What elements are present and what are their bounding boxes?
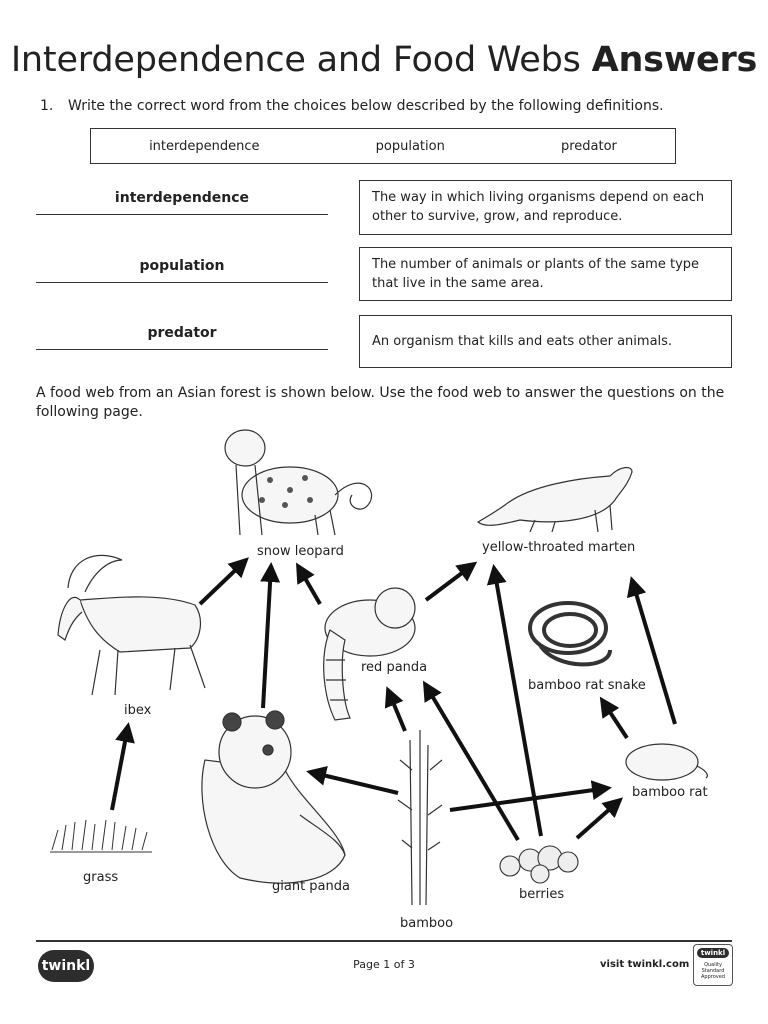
- arrow-berries-to-bamboo-rat: [577, 800, 620, 838]
- definition-box-2: The number of animals or plants of the same type that live in the same area.: [359, 247, 732, 301]
- giant-panda-icon: [202, 711, 345, 883]
- definition-box-1: The way in which living organisms depend on each other to survive, grow, and reproduce.: [359, 180, 732, 235]
- red-panda-icon: [324, 588, 415, 720]
- ibex-icon: [58, 555, 205, 695]
- label-bamboo: bamboo: [400, 916, 454, 931]
- label-red-panda: red panda: [361, 660, 428, 675]
- footer-divider: [36, 940, 732, 942]
- question-1: [40, 98, 664, 114]
- berries-icon: [500, 846, 578, 883]
- arrow-red-panda-to-marten: [426, 564, 474, 600]
- grass-icon: [50, 820, 152, 852]
- page-title: [0, 40, 768, 80]
- food-web-intro: A food web from an Asian forest is shown below. Use the food web to answer the questions on the following page.: [36, 385, 725, 420]
- twinkl-logo: twinkl: [38, 950, 94, 982]
- answer-word-2: population: [36, 258, 328, 283]
- word-choices-box: [90, 128, 676, 164]
- label-ibex: ibex: [124, 703, 152, 718]
- label-snow-leopard: snow leopard: [257, 544, 344, 559]
- label-giant-panda: giant panda: [272, 879, 350, 894]
- arrow-grass-to-ibex: [112, 726, 128, 810]
- arrow-bamboo-to-red-panda: [388, 690, 405, 731]
- arrow-bamboo-rat-to-snake: [602, 700, 627, 738]
- choice-population: population: [375, 138, 445, 154]
- badge-caption: Quality Standard Approved: [701, 962, 725, 980]
- food-web-diagram: [0, 420, 768, 940]
- arrow-ibex-to-snow-leopard: [200, 560, 246, 604]
- arrow-berries-to-marten: [494, 568, 541, 836]
- arrow-bamboo-to-bamboo-rat: [450, 788, 608, 810]
- answer-word-1: interdependence: [36, 190, 328, 215]
- bamboo-rat-icon: [626, 744, 707, 780]
- title-bold: Answers: [591, 40, 758, 80]
- choice-predator: predator: [560, 138, 617, 154]
- label-grass: grass: [83, 870, 119, 885]
- badge-brand: twinkl: [697, 948, 729, 958]
- label-bamboo-rat: bamboo rat: [632, 785, 708, 800]
- definition-box-3: An organism that kills and eats other animals.: [359, 315, 732, 368]
- label-bamboo-rat-snake: bamboo rat snake: [528, 678, 646, 693]
- question-text: Write the correct word from the choices below described by the following definitions.: [68, 98, 664, 114]
- quality-badge-icon: [693, 944, 733, 986]
- choice-interdependence: interdependence: [149, 138, 260, 154]
- label-berries: berries: [519, 887, 565, 902]
- label-yellow-throated-marten: yellow-throated marten: [482, 540, 636, 555]
- arrow-red-panda-to-snow-leopard: [298, 566, 320, 604]
- title-main: Interdependence and Food Webs: [10, 40, 581, 80]
- snow-leopard-icon: [225, 430, 372, 535]
- yellow-throated-marten-icon: [478, 467, 632, 532]
- visit-link[interactable]: visit twinkl.com: [600, 959, 690, 970]
- page-number: Page 1 of 3: [353, 958, 415, 971]
- bamboo-rat-snake-icon: [530, 603, 610, 664]
- arrow-bamboo-to-giant-panda: [310, 772, 398, 793]
- arrow-giant-panda-to-snow-leopard: [263, 566, 271, 708]
- arrow-bamboo-rat-to-marten: [632, 580, 675, 724]
- bamboo-icon: [398, 730, 442, 905]
- answer-word-3: predator: [36, 325, 328, 350]
- question-number: 1.: [40, 98, 54, 114]
